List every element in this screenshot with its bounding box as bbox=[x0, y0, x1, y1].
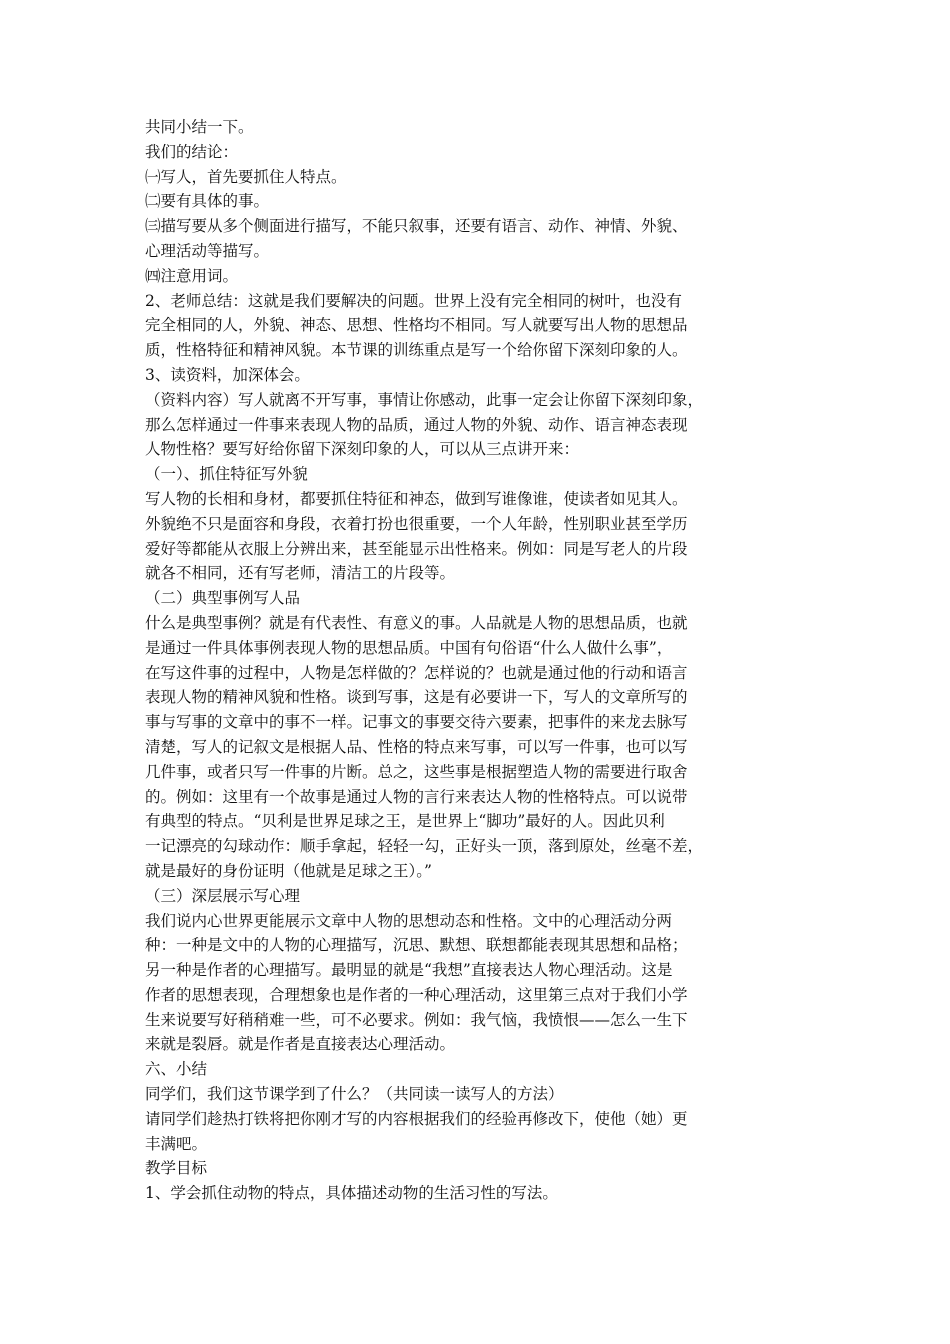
text-line: 一记漂亮的勾球动作：顺手拿起，轻轻一勾，正好头一顶，落到原处，丝毫不差， bbox=[145, 837, 704, 856]
text-line: 清楚，写人的记叙文是根据人品、性格的特点来写事，可以写一件事，也可以写 bbox=[145, 737, 688, 756]
text-line: ㈣注意用词。 bbox=[145, 266, 239, 285]
text-line: 另一种是作者的心理描写。最明显的就是“我想”直接表达人物心理活动。这是 bbox=[145, 961, 673, 980]
section-heading: （三）深层展示写心理 bbox=[145, 886, 301, 905]
text-line: 种：一种是文中的人物的心理描写，沉思、默想、联想都能表现其思想和品格； bbox=[145, 936, 688, 955]
text-line: 质，性格特征和精神风貌。本节课的训练重点是写一个给你留下深刻印象的人。 bbox=[145, 341, 688, 360]
text-line: 共同小结一下。 bbox=[145, 118, 254, 136]
section-heading: （一）、抓住特征写外貌 bbox=[145, 465, 308, 484]
text-line: ㈢描写要从多个侧面进行描写，不能只叙事，还要有语言、动作、神情、外貌、 bbox=[145, 217, 688, 236]
text-line: 我们说内心世界更能展示文章中人物的思想动态和性格。文中的心理活动分两 bbox=[145, 911, 673, 930]
section-heading: 教学目标 bbox=[145, 1159, 208, 1178]
text-line: 3、读资料，加深体会。 bbox=[145, 365, 310, 384]
text-line: 有典型的特点。“贝利是世界足球之王，是世界上“脚功”最好的人。因此贝利 bbox=[145, 812, 665, 831]
text-line: ㈠写人，首先要抓住人特点。 bbox=[145, 167, 347, 186]
text-line: 外貌绝不只是面容和身段，衣着打扮也很重要，一个人年龄，性别职业甚至学历 bbox=[145, 514, 688, 533]
text-line: 2、老师总结：这就是我们要解决的问题。世界上没有完全相同的树叶，也没有 bbox=[145, 291, 682, 310]
text-line: 的。例如：这里有一个故事是通过人物的言行来表达人物的性格特点。可以说带 bbox=[145, 787, 688, 806]
text-line: 同学们，我们这节课学到了什么？（共同读一读写人的方法） bbox=[145, 1085, 564, 1104]
text-line: 请同学们趁热打铁将把你刚才写的内容根据我们的经验再修改下，使他（她）更 bbox=[145, 1109, 688, 1128]
text-line: 事与写事的文章中的事不一样。记事文的事要交待六要素，把事件的来龙去脉写 bbox=[145, 713, 688, 732]
text-line: 什么是典型事例？就是有代表性、有意义的事。人品就是人物的思想品质，也就 bbox=[145, 613, 688, 632]
section-heading: 六、小结 bbox=[145, 1060, 208, 1079]
text-line: 心理活动等描写。 bbox=[145, 241, 270, 260]
text-line: 写人物的长相和身材，都要抓住特征和神态，做到写谁像谁，使读者如见其人。 bbox=[145, 489, 688, 508]
text-line: 就各不相同，还有写老师，清洁工的片段等。 bbox=[145, 564, 456, 583]
section-heading: （二）典型事例写人品 bbox=[145, 589, 301, 608]
text-line: 在写这件事的过程中，人物是怎样做的？怎样说的？也就是通过他的行动和语言 bbox=[145, 663, 688, 682]
text-line: 是通过一件具体事例表现人物的思想品质。中国有句俗语“什么人做什么事”， bbox=[145, 638, 673, 657]
text-line: ㈡要有具体的事。 bbox=[145, 192, 270, 211]
text-line: 丰满吧。 bbox=[145, 1134, 208, 1153]
text-line: 就是最好的身份证明（他就是足球之王）。” bbox=[145, 861, 432, 880]
document-body bbox=[145, 115, 745, 1206]
text-line: 那么怎样通过一件事来表现人物的品质，通过人物的外貌、动作、语言神态表现 bbox=[145, 415, 688, 434]
text-line: 表现人物的精神风貌和性格。谈到写事，这是有必要讲一下，写人的文章所写的 bbox=[145, 688, 688, 707]
text-line: 爱好等都能从衣服上分辨出来，甚至能显示出性格来。例如：同是写老人的片段 bbox=[145, 539, 688, 558]
text-line: 人物性格？要写好给你留下深刻印象的人，可以从三点讲开来： bbox=[145, 440, 580, 459]
text-line: 几件事，或者只写一件事的片断。总之，这些事是根据塑造人物的需要进行取舍 bbox=[145, 762, 688, 781]
text-line: （资料内容）写人就离不开写事，事情让你感动，此事一定会让你留下深刻印象， bbox=[145, 390, 704, 409]
text-line: 1、学会抓住动物的特点，具体描述动物的生活习性的写法。 bbox=[145, 1184, 558, 1203]
text-line: 完全相同的人，外貌、神态、思想、性格均不相同。写人就要写出人物的思想品 bbox=[145, 316, 688, 335]
text-line: 来就是裂唇。就是作者是直接表达心理活动。 bbox=[145, 1035, 456, 1054]
text-line: 我们的结论： bbox=[145, 142, 239, 161]
text-line: 作者的思想表现，合理想象也是作者的一种心理活动，这里第三点对于我们小学 bbox=[145, 985, 688, 1004]
text-line: 生来说要写好稍稍难一些，可不必要求。例如：我气恼，我愤恨——怎么一生下 bbox=[145, 1010, 688, 1029]
